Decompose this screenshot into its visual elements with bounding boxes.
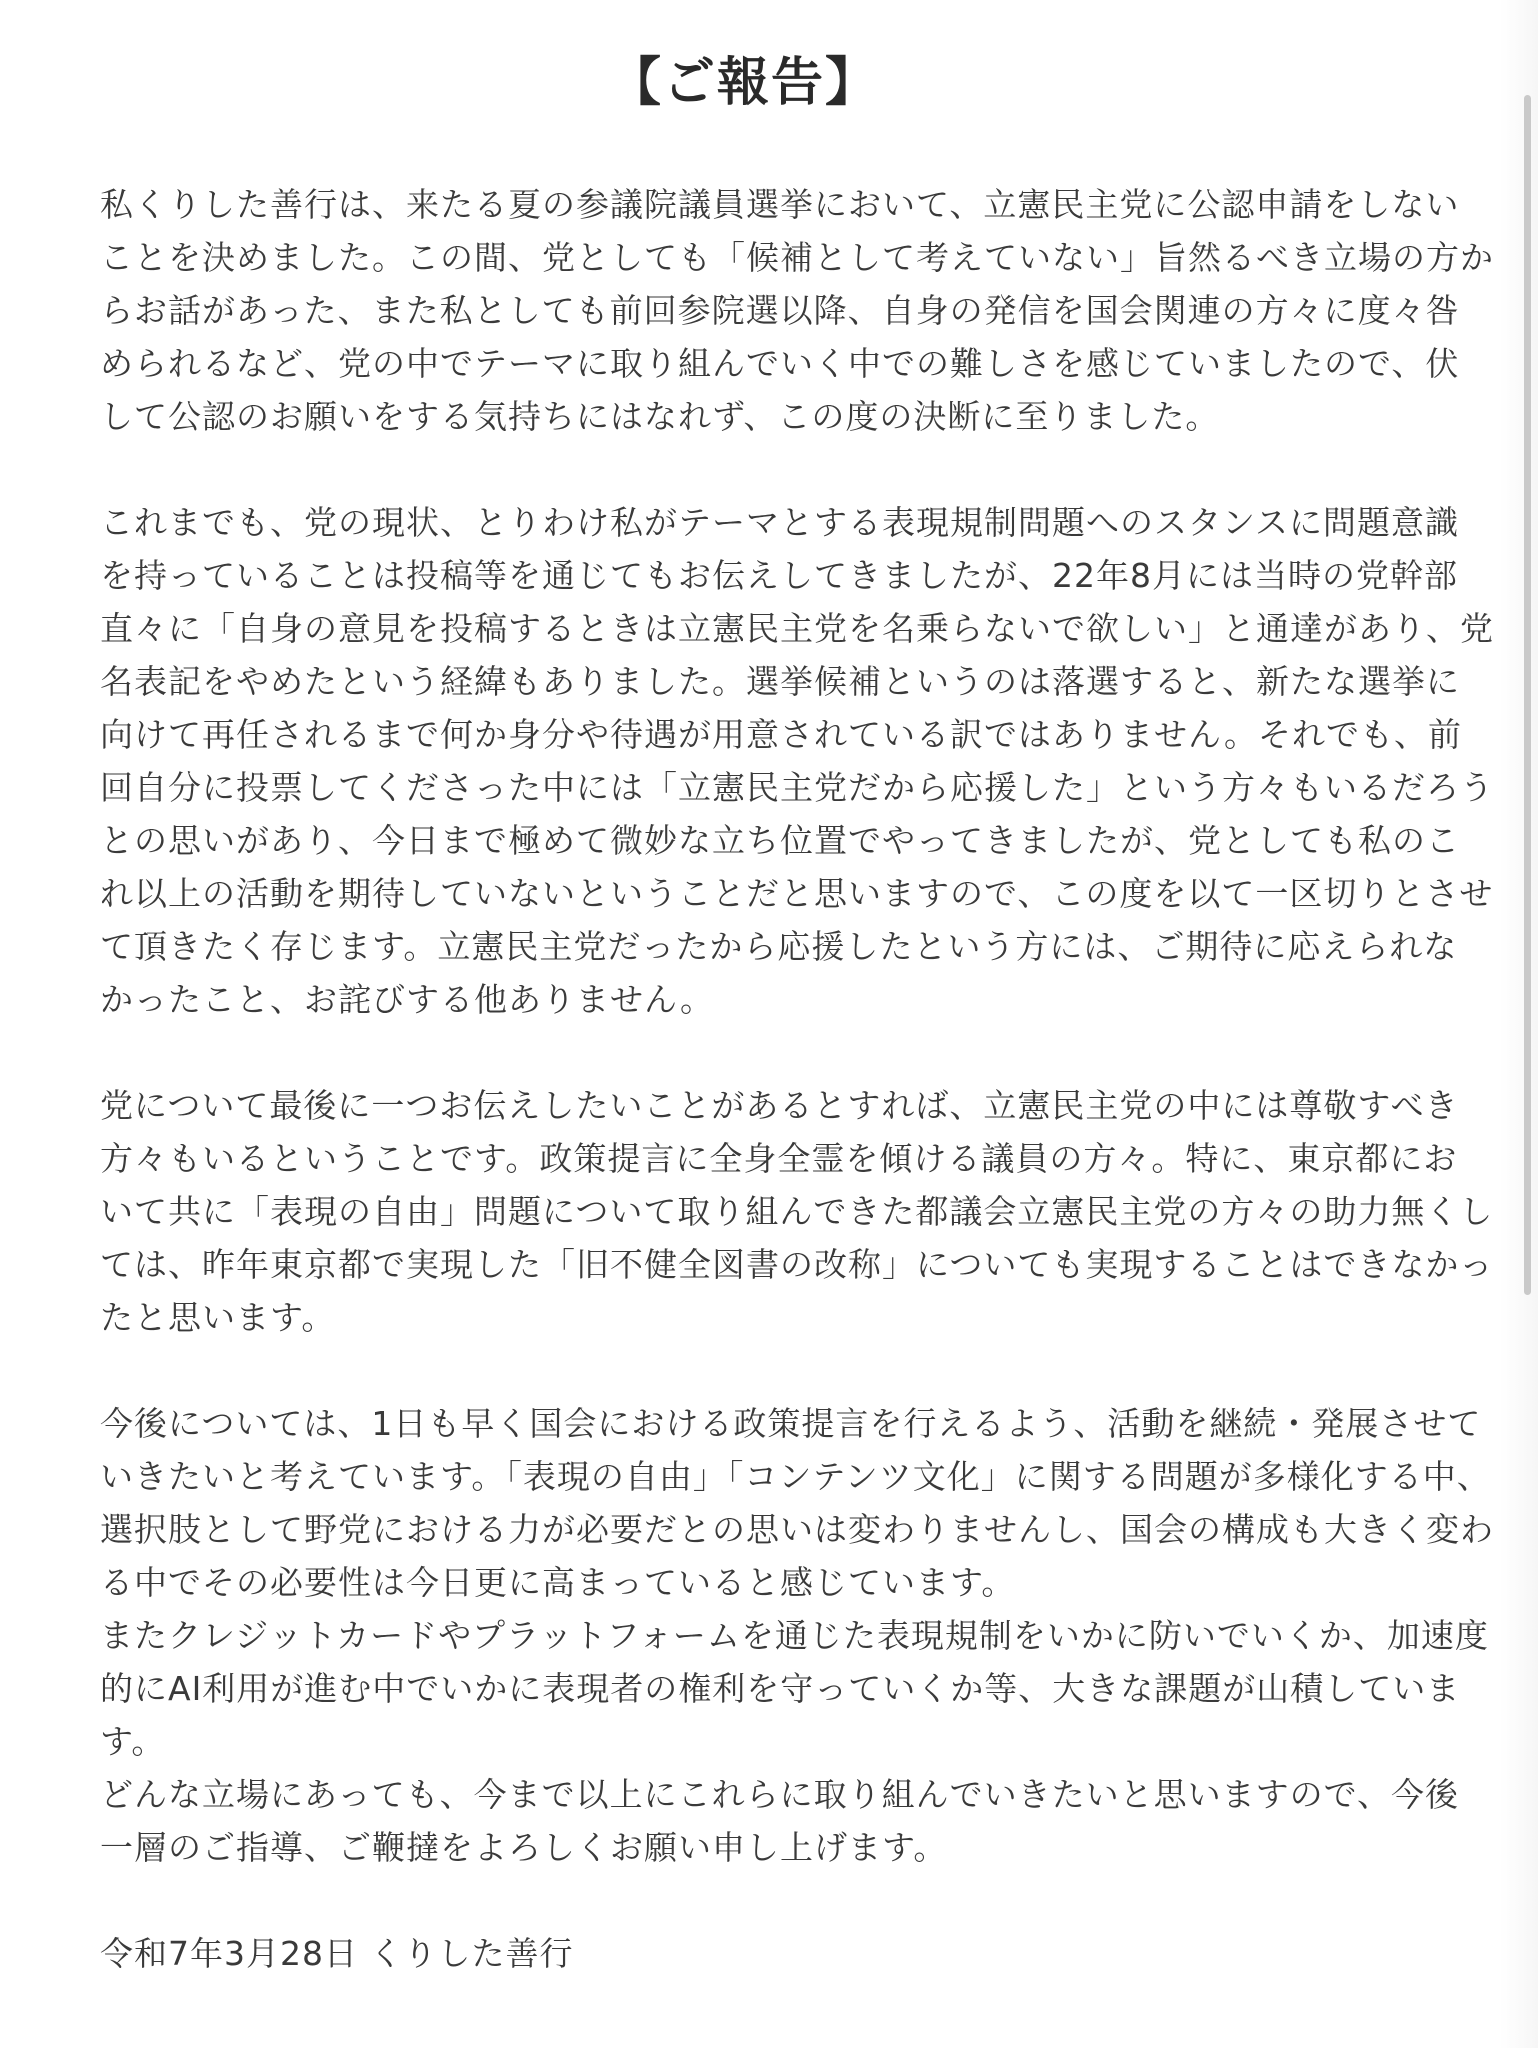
statement-body	[100, 178, 1494, 1980]
text-line: 向けて再任されるまで何か身分や待遇が用意されている訳ではありません。それでも、前	[100, 715, 1462, 754]
text-line: 選択肢として野党における力が必要だとの思いは変わりませんし、国会の構成も大きく変わ	[100, 1510, 1494, 1549]
text-line: 的にAI利用が進む中でいかに表現者の権利を守っていくか等、大きな課題が山積していま	[100, 1669, 1461, 1708]
text-line: す。	[100, 1722, 166, 1761]
text-line: 今後については、1日も早く国会における政策提言を行えるよう、活動を継続・発展させて	[100, 1404, 1482, 1443]
text-line: どんな立場にあっても、今まで以上にこれらに取り組んでいきたいと思いますので、今後	[100, 1775, 1460, 1814]
text-line: を持っていることは投稿等を通じてもお伝えしてきましたが、22年8月には当時の党幹部	[100, 556, 1458, 595]
date-signature: 令和7年3月28日 くりした善行	[100, 1934, 574, 1973]
page-title: 【ご報告】	[608, 53, 879, 113]
paragraph-3	[100, 1079, 1494, 1344]
text-line: これまでも、党の現状、とりわけ私がテーマとする表現規制問題へのスタンスに問題意識	[100, 503, 1460, 542]
scrollbar-thumb[interactable]	[1524, 95, 1531, 1295]
text-line: められるなど、党の中でテーマに取り組んでいく中での難しさを感じていましたので、伏	[100, 344, 1460, 383]
text-line: 私くりした善行は、来たる夏の参議院議員選挙において、立憲民主党に公認申請をしない	[100, 185, 1460, 224]
text-line: らお話があった、また私としても前回参院選以降、自身の発信を国会関連の方々に度々咎	[100, 291, 1460, 330]
text-line: との思いがあり、今日まで極めて微妙な立ち位置でやってきましたが、党としても私のこ	[100, 821, 1460, 860]
paragraph-4	[100, 1397, 1494, 1874]
text-line: またクレジットカードやプラットフォームを通じた表現規制をいかに防いでいくか、加速度	[100, 1616, 1489, 1655]
paragraph-2	[100, 496, 1494, 1026]
text-line: 党について最後に一つお伝えしたいことがあるとすれば、立憲民主党の中には尊敬すべき	[100, 1086, 1459, 1125]
text-line: ては、昨年東京都で実現した「旧不健全図書の改称」についても実現することはできなかっ	[100, 1245, 1494, 1284]
text-line: れ以上の活動を期待していないということだと思いますので、この度を以て一区切りとさせ	[100, 874, 1494, 913]
text-line: たと思います。	[100, 1298, 336, 1337]
text-line: ことを決めました。この間、党としても「候補として考えていない」旨然るべき立場の方か	[100, 238, 1494, 277]
paragraph-1	[100, 178, 1494, 443]
text-line: 回自分に投票してくださった中には「立憲民主党だから応援した」という方々もいるだろう	[100, 768, 1494, 807]
scrollbar-track	[1500, 0, 1538, 2048]
text-line: る中でその必要性は今日更に高まっていると感じています。	[100, 1563, 1016, 1602]
text-line: して公認のお願いをする気持ちにはなれず、この度の決断に至りました。	[100, 397, 1220, 436]
text-line: て頂きたく存じます。立憲民主党だったから応援したという方には、ご期待に応えられな	[100, 927, 1458, 966]
text-line: いきたいと考えています。「表現の自由」「コンテンツ文化」に関する問題が多様化する中、	[100, 1457, 1491, 1496]
text-line: 直々に「自身の意見を投稿するときは立憲民主党を名乗らないで欲しい」と通達があり、党	[100, 609, 1494, 648]
text-line: いて共に「表現の自由」問題について取り組んできた都議会立憲民主党の方々の助力無くし	[100, 1192, 1494, 1231]
text-line: かったこと、お詫びする他ありません。	[100, 980, 714, 1019]
text-line: 名表記をやめたという経緯もありました。選挙候補というのは落選すると、新たな選挙に	[100, 662, 1460, 701]
text-line: 一層のご指導、ご鞭撻をよろしくお願い申し上げます。	[100, 1828, 948, 1867]
text-line: 方々もいるということです。政策提言に全身全霊を傾ける議員の方々。特に、東京都にお	[100, 1139, 1458, 1178]
